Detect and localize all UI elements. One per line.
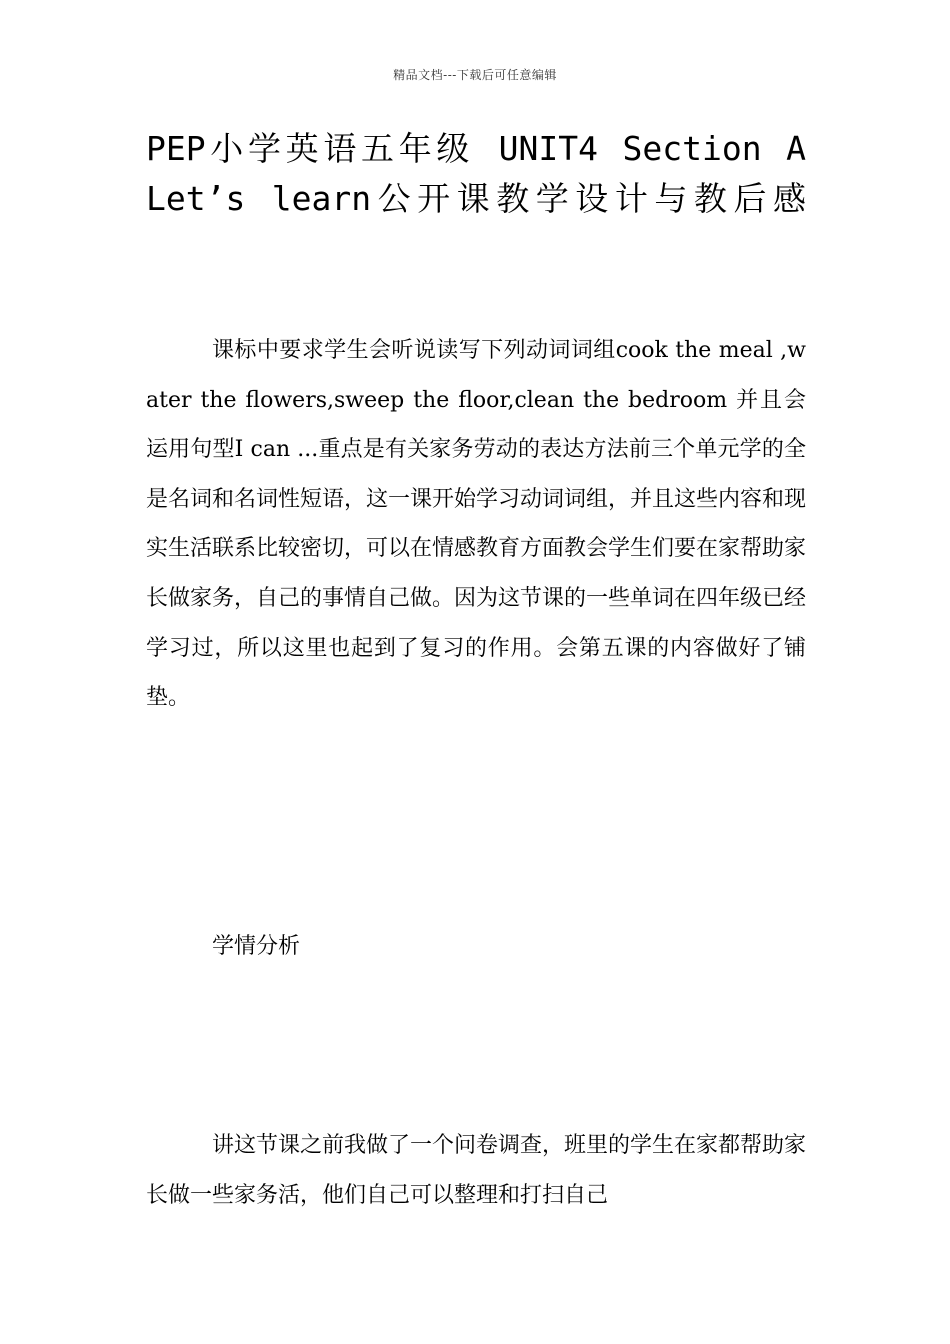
document-title [146,124,806,224]
title-line-2: Let’s learn公开课教学设计与教后感 [146,179,806,218]
paragraph-survey: 讲这节课之前我做了一个问卷调查，班里的学生在家都帮助家长做一些家务活，他们自己可以整理和打扫自己 [146,1133,807,1208]
title-line-1: PEP小学英语五年级 UNIT4 Section A [146,129,806,168]
header-note: 精品文档---下载后可任意编辑 [393,68,557,82]
paragraph-curriculum: 课标中要求学生会听说读写下列动词词组cook the meal ,water the flowers,sweep the floor,clean the bedroom 并且会运用句型I can ...重点是有关家务劳动的表达方法前三个单元学的全是名词和名词性短语，这一课开始学习动词词组，并且这些内容和现实生活联系比较密切，可以在情感教育方面教会学生们要在家帮助家长做家务，自己的事情自己做。因为这节课的一些单词在四年级已经学习过，所以这里也起到了复习的作用。会第五课的内容做好了铺垫。 [146,338,807,711]
section-heading: 学情分析 [212,934,301,959]
